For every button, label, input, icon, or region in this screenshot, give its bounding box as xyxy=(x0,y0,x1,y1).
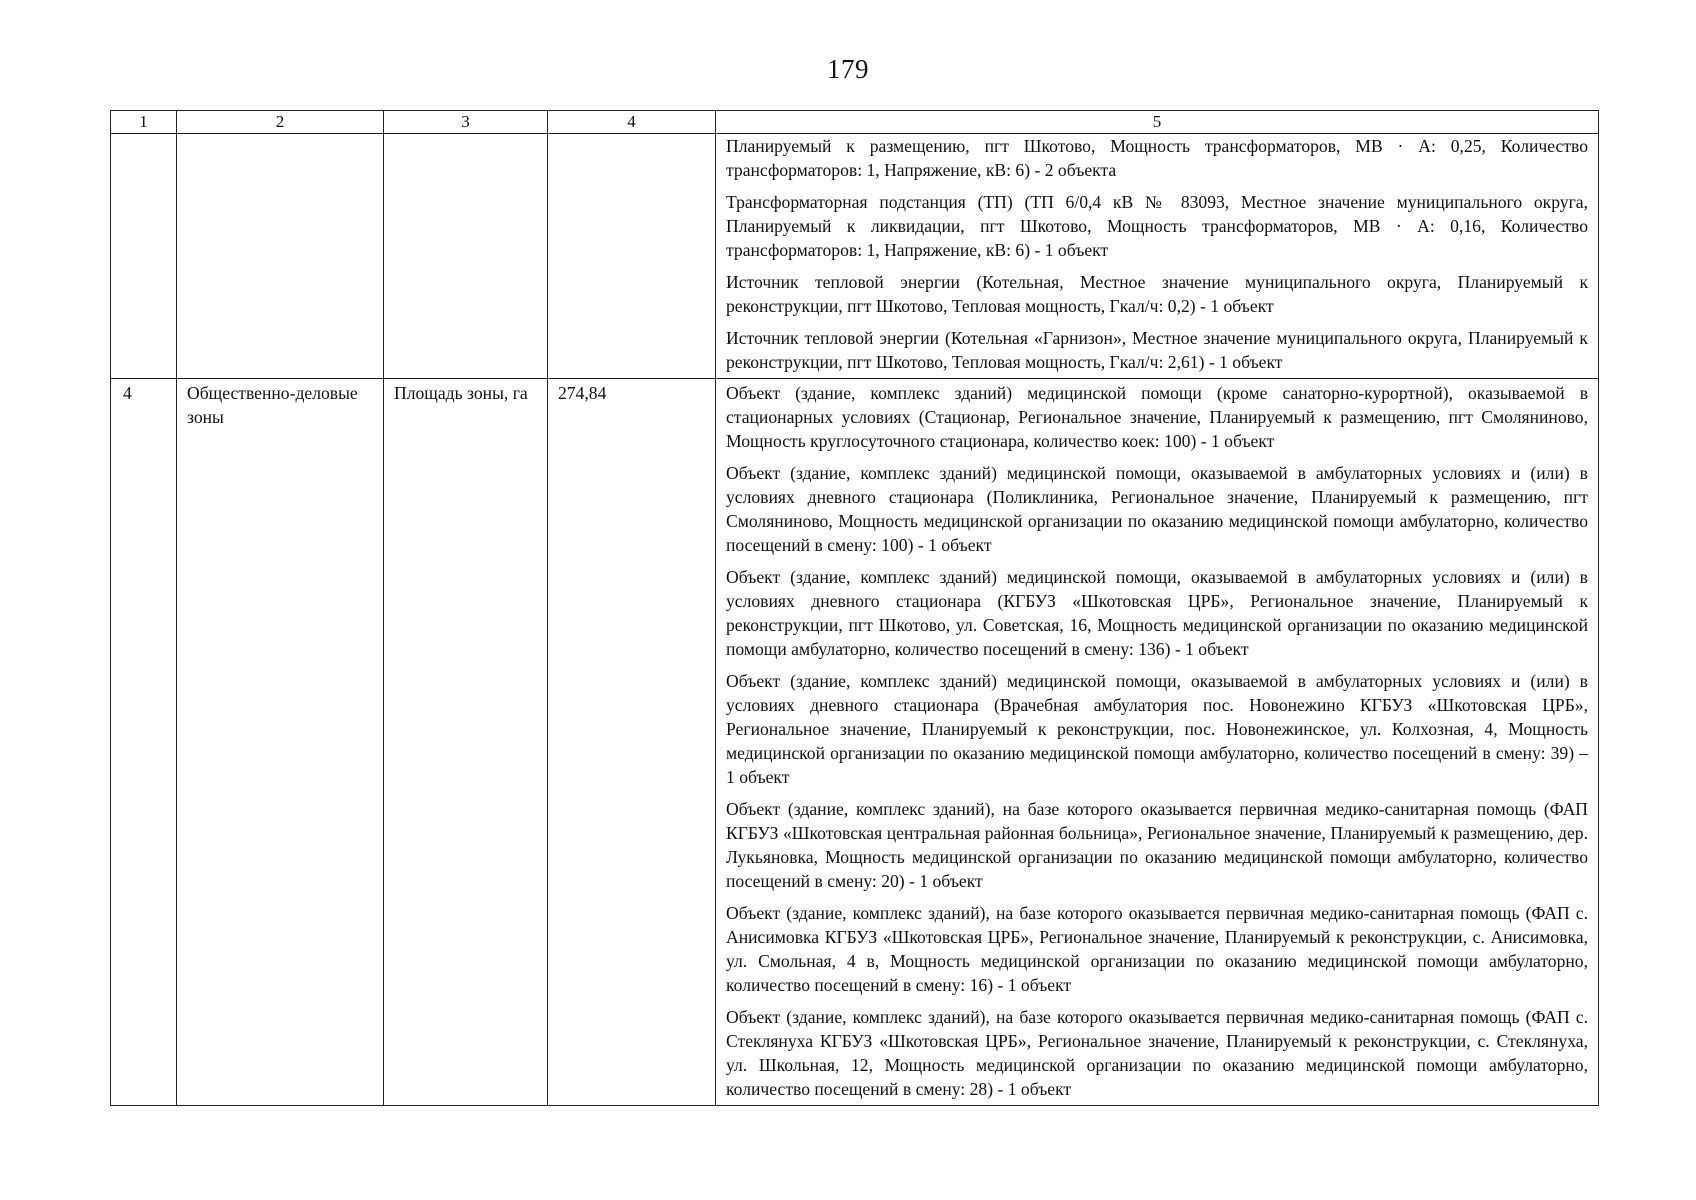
column-header-5: 5 xyxy=(716,111,1599,134)
object-entry: Объект (здание, комплекс зданий) медицинской помощи, оказываемой в амбулаторных условиях и (или) в условиях дневного стационара (Поликлиника, Региональное значение, Планируемый к размещению, пгт Смоляниново, Мощность медицинской организации по оказанию медицинской помощи амбулаторно, количество посещений в смену: 100) - 1 объект xyxy=(726,463,1588,555)
object-entry: Объект (здание, комплекс зданий), на базе которого оказывается первичная медико-санитарная помощь (ФАП с. Стеклянуха КГБУЗ «Шкотовская ЦРБ», Региональное значение, Планируемый к реконструкции, с. Стеклянуха, ул. Школьная, 12, Мощность медицинской организации по оказанию медицинской помощи амбулаторно, количество посещений в смену: 28) - 1 объект xyxy=(726,1007,1588,1099)
zone-name: Общественно-деловые зоны xyxy=(187,383,358,427)
zone-name-cell xyxy=(177,379,384,1106)
object-entry: Объект (здание, комплекс зданий), на базе которого оказывается первичная медико-санитарная помощь (ФАП с. Анисимовка КГБУЗ «Шкотовская ЦРБ», Региональное значение, Планируемый к реконструкции, с. Анисимовка, ул. Смольная, 4 в, Мощность медицинской организации по оказанию медицинской помощи амбулаторно, количество посещений в смену: 16) - 1 объект xyxy=(726,903,1588,995)
planning-table xyxy=(110,110,1599,1106)
column-header-2: 2 xyxy=(177,111,384,134)
column-header-4: 4 xyxy=(548,111,716,134)
row-number-cell xyxy=(111,134,177,379)
table-row-continued xyxy=(111,134,1599,379)
column-header-1: 1 xyxy=(111,111,177,134)
value-cell xyxy=(548,134,716,379)
object-entry: Объект (здание, комплекс зданий) медицинской помощи (кроме санаторно-курортной), оказываемой в стационарных условиях (Стационар, Региональное значение, Планируемый к размещению, пгт Смоляниново, Мощность круглосуточного стационара, количество коек: 100) - 1 объект xyxy=(726,383,1588,451)
objects-cell xyxy=(716,134,1599,379)
parameter-value: 274,84 xyxy=(558,383,607,403)
object-entry: Источник тепловой энергии (Котельная, Местное значение муниципального округа, Планируемый к реконструкции, пгт Шкотово, Тепловая мощность, Гкал/ч: 0,2) - 1 объект xyxy=(726,272,1588,316)
column-header-3: 3 xyxy=(384,111,548,134)
object-entry: Источник тепловой энергии (Котельная «Гарнизон», Местное значение муниципального округа, Планируемый к реконструкции, пгт Шкотово, Тепловая мощность, Гкал/ч: 2,61) - 1 объект xyxy=(726,328,1588,372)
table-header-row xyxy=(111,111,1599,134)
parameter-cell xyxy=(384,379,548,1106)
object-entry: Объект (здание, комплекс зданий), на базе которого оказывается первичная медико-санитарная помощь (ФАП КГБУЗ «Шкотовская центральная районная больница», Региональное значение, Планируемый к размещению, дер. Лукьяновка, Мощность медицинской организации по оказанию медицинской помощи амбулаторно, количество посещений в смену: 20) - 1 объект xyxy=(726,799,1588,891)
object-entry: Трансформаторная подстанция (ТП) (ТП 6/0,4 кВ № 83093, Местное значение муниципального округа, Планируемый к ликвидации, пгт Шкотово, Мощность трансформаторов, МВ · А: 0,16, Количество трансформаторов: 1, Напряжение, кВ: 6) - 1 объект xyxy=(726,192,1588,260)
object-entry: Объект (здание, комплекс зданий) медицинской помощи, оказываемой в амбулаторных условиях и (или) в условиях дневного стационара (Врачебная амбулатория пос. Новонежино КГБУЗ «Шкотовская ЦРБ», Региональное значение, Планируемый к реконструкции, пос. Новонежинское, ул. Колхозная, 4, Мощность медицинской организации по оказанию медицинской помощи амбулаторно, количество посещений в смену: 39) – 1 объект xyxy=(726,671,1588,787)
row-number-cell xyxy=(111,379,177,1106)
parameter-cell xyxy=(384,134,548,379)
page-number: 179 xyxy=(827,54,869,84)
parameter-name: Площадь зоны, га xyxy=(394,383,528,403)
object-entry: Объект (здание, комплекс зданий) медицинской помощи, оказываемой в амбулаторных условиях и (или) в условиях дневного стационара (КГБУЗ «Шкотовская ЦРБ», Региональное значение, Планируемый к реконструкции, пгт Шкотово, ул. Советская, 16, Мощность медицинской организации по оказанию медицинской помощи амбулаторно, количество посещений в смену: 136) - 1 объект xyxy=(726,567,1588,659)
value-cell xyxy=(548,379,716,1106)
row-number: 4 xyxy=(123,383,132,403)
table-row-4 xyxy=(111,379,1599,1106)
zone-name-cell xyxy=(177,134,384,379)
object-entry: Планируемый к размещению, пгт Шкотово, Мощность трансформаторов, МВ · А: 0,25, Количество трансформаторов: 1, Напряжение, кВ: 6) - 2 объекта xyxy=(726,136,1588,180)
objects-cell xyxy=(716,379,1599,1106)
